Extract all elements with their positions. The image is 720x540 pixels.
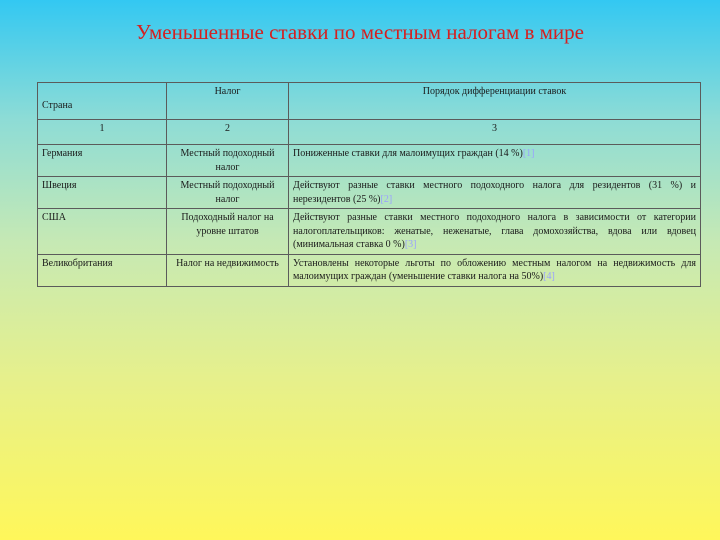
column-number-2: 2 bbox=[167, 120, 289, 145]
header-order: Порядок дифференциации ставок bbox=[289, 83, 701, 120]
tax-cell: Налог на недвижимость bbox=[167, 254, 289, 286]
order-cell bbox=[289, 209, 701, 255]
table-row bbox=[38, 209, 701, 255]
country-cell: США bbox=[38, 209, 167, 255]
table-row bbox=[38, 145, 701, 177]
column-number-1: 1 bbox=[38, 120, 167, 145]
order-text: Пониженные ставки для малоимущих граждан (14 %) bbox=[293, 148, 523, 159]
footnote-ref-link[interactable]: [1] bbox=[522, 148, 535, 159]
order-text: Действуют разные ставки местного подоходного налога в зависимости от категории налогоплательщиков: женатые, неженатые, глава домохозяйства, вдова или вдовец (минимальная ставка 0 %) bbox=[293, 212, 696, 250]
tax-cell: Подоходный налог на уровне штатов bbox=[167, 209, 289, 255]
order-text: Установлены некоторые льготы по обложению местным налогом на недвижимость для малоимущих граждан (уменьшение ставки налога на 50%) bbox=[293, 257, 696, 282]
slide-title: Уменьшенные ставки по местным налогам в мире bbox=[136, 20, 584, 44]
country-cell: Германия bbox=[38, 145, 167, 177]
tax-cell: Местный подоходный налог bbox=[167, 145, 289, 177]
order-cell bbox=[289, 177, 701, 209]
footnote-ref-link[interactable]: [3] bbox=[404, 239, 417, 250]
table-row bbox=[38, 254, 701, 286]
order-cell bbox=[289, 254, 701, 286]
header-tax: Налог bbox=[167, 83, 289, 120]
table-row bbox=[38, 177, 701, 209]
header-country-label: Страна bbox=[42, 100, 73, 111]
column-numbers-row bbox=[38, 120, 701, 145]
column-number-3: 3 bbox=[289, 120, 701, 145]
header-country bbox=[38, 83, 167, 120]
country-cell: Великобритания bbox=[38, 254, 167, 286]
tax-rates-table bbox=[37, 82, 701, 287]
country-cell: Швеция bbox=[38, 177, 167, 209]
order-text: Действуют разные ставки местного подоходного налога для резидентов (31 %) и нерезидентов (25 %) bbox=[293, 180, 696, 205]
table-header-row bbox=[38, 83, 701, 120]
tax-cell: Местный подоходный налог bbox=[167, 177, 289, 209]
footnote-ref-link[interactable]: [2] bbox=[380, 193, 393, 205]
footnote-ref-link[interactable]: [4] bbox=[543, 271, 555, 282]
order-cell bbox=[289, 145, 701, 177]
